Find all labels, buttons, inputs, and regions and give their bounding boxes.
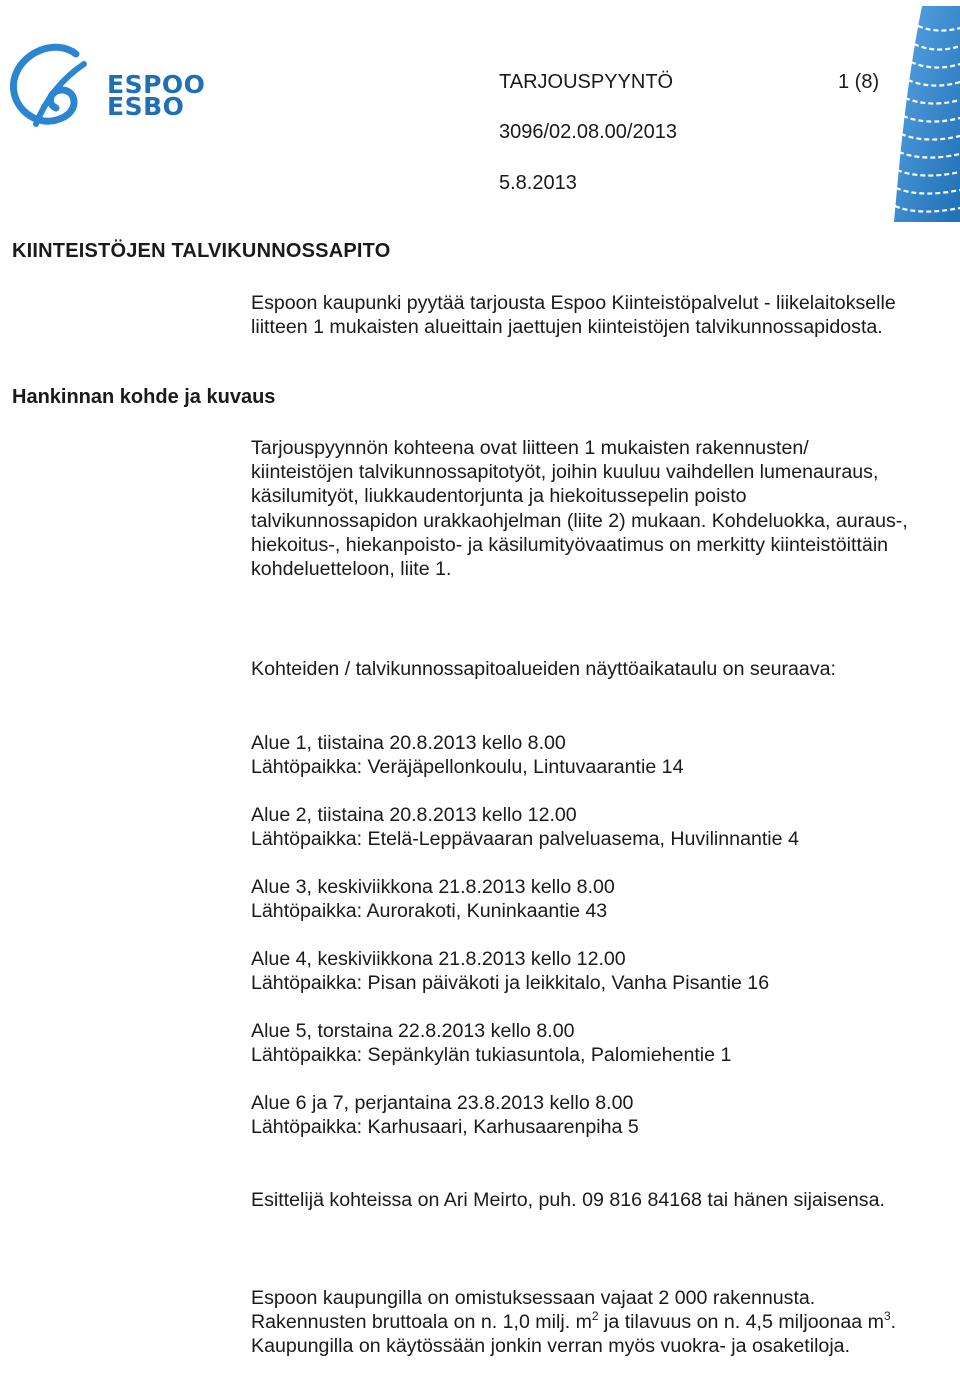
area-start-location: Lähtöpaikka: Aurorakoti, Kuninkaantie 43 xyxy=(251,900,608,923)
buildings-text-part1: Espoon kaupungilla on omistuksessaan vajaat 2 000 rakennusta. Rakennusten bruttoala on n. 1,0 milj. m xyxy=(251,1287,816,1334)
document-type: TARJOUSPYYNTÖ xyxy=(499,71,674,93)
presenter-paragraph: Esittelijä kohteissa on Ari Meirto, puh. 09 816 84168 tai hänen sijaisensa. xyxy=(251,1189,885,1211)
area-time: Alue 5, torstaina 22.8.2013 kello 8.00 xyxy=(251,1020,575,1042)
buildings-paragraph xyxy=(251,1286,911,1359)
area-time: Alue 4, keskiviikkona 21.8.2013 kello 12.00 xyxy=(251,948,626,970)
area-item xyxy=(251,803,911,851)
superscript-2: 2 xyxy=(591,1308,599,1323)
area-start-location: Lähtöpaikka: Etelä-Leppävaaran palveluasema, Huvilinnantie 4 xyxy=(251,828,799,851)
area-time: Alue 2, tiistaina 20.8.2013 kello 12.00 xyxy=(251,804,577,826)
page-number: 1 (8) xyxy=(838,71,880,93)
area-item xyxy=(251,875,911,923)
document-body xyxy=(251,291,911,1387)
area-item xyxy=(251,1019,911,1067)
buildings-text-part2: ja tilavuus on n. 4,5 miljoonaa m xyxy=(598,1311,884,1334)
area-item xyxy=(251,1091,911,1139)
wave-pattern-icon xyxy=(892,6,960,222)
logo-text-espoo: ESPOO xyxy=(107,70,206,99)
area-start-location: Lähtöpaikka: Sepänkylän tukiasuntola, Palomiehentie 1 xyxy=(251,1044,732,1067)
area-time: Alue 6 ja 7, perjantaina 23.8.2013 kello 8.00 xyxy=(251,1092,634,1114)
schedule-intro: Kohteiden / talvikunnossapitoalueiden näyttöaikataulu on seuraava: xyxy=(251,658,836,680)
area-item xyxy=(251,731,911,779)
intro-paragraph: Espoon kaupunki pyytää tarjousta Espoo Kiinteistöpalvelut - liikelaitokselle liitteen 1 mukaisten alueittain jaettujen kiinteistöjen talvikunnossapidosta. xyxy=(251,292,896,339)
document-date: 5.8.2013 xyxy=(499,172,577,194)
area-time: Alue 3, keskiviikkona 21.8.2013 kello 8.00 xyxy=(251,876,615,898)
area-start-location: Lähtöpaikka: Veräjäpellonkoulu, Lintuvaarantie 14 xyxy=(251,756,684,779)
espoo-logo-mark xyxy=(6,36,106,136)
buildings-text-part3: . Kaupungilla on käytössään jonkin verran myös vuokra- ja osaketiloja. xyxy=(251,1311,897,1358)
logo-text-esbo: ESBO xyxy=(107,92,185,121)
decorative-wave-graphic xyxy=(892,6,960,222)
document-title: KIINTEISTÖJEN TALVIKUNNOSSAPITO xyxy=(12,240,391,262)
area-item xyxy=(251,947,911,995)
area-start-location: Lähtöpaikka: Karhusaari, Karhusaarenpiha 5 xyxy=(251,1116,639,1139)
superscript-3: 3 xyxy=(883,1308,891,1323)
area-time: Alue 1, tiistaina 20.8.2013 kello 8.00 xyxy=(251,732,566,754)
reference-number: 3096/02.08.00/2013 xyxy=(499,121,677,143)
section-heading: Hankinnan kohde ja kuvaus xyxy=(12,386,276,408)
scope-paragraph: Tarjouspyynnön kohteena ovat liitteen 1 mukaisten rakennusten/ kiinteistöjen talvikunnossapitotyöt, joihin kuuluu vaihdellen lumenauraus, käsilumityöt, liukkaudentorjunta ja hiekoitussepelin poisto talvikunnossapidon urakkaohjelman (liite 2) mukaan. Kohdeluokka, auraus-, hiekoitus-, hiekanpoisto- ja käsilumityövaatimus on merkitty kiinteistöittäin kohdeluetteloon, liite 1. xyxy=(251,437,908,581)
espoo-logo xyxy=(6,36,206,136)
area-start-location: Lähtöpaikka: Pisan päiväkoti ja leikkitalo, Vanha Pisantie 16 xyxy=(251,972,770,995)
